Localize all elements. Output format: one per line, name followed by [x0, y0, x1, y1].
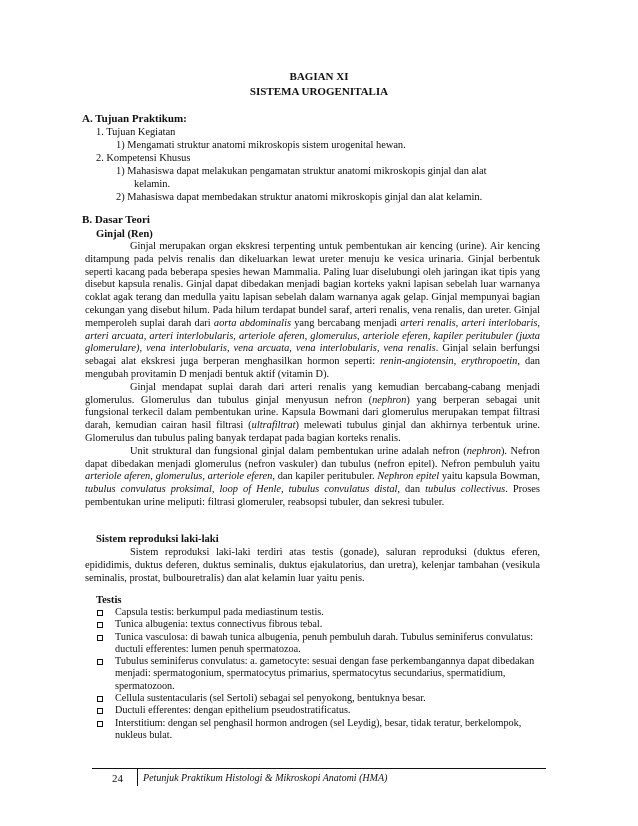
list-item: Cellula sustentacularis (sel Sertoli) sebagai sel penyokong, bentuknya besar.	[95, 693, 540, 705]
checkbox-bullet-icon	[97, 696, 103, 702]
ginjal-paragraphs	[85, 241, 540, 510]
repro-paragraph-wrap	[85, 547, 540, 585]
list-item: Tunica vasculosa: di bawah tunica albugenia, penuh pembuluh darah. Tubulus seminiferus convulatus: ductuli efferentes: lumen penuh spermatozoa.	[95, 632, 540, 657]
footer-text: Petunjuk Praktikum Histologi & Mikroskopi Anatomi (HMA)	[143, 773, 388, 784]
objective-item-2-2: 2) Mahasiswa dapat membedakan struktur anatomi mikroskopis ginjal dan alat kelamin.	[116, 192, 483, 203]
objective-item-2: 2. Kompetensi Khusus	[96, 153, 191, 164]
objective-item-1-1: 1) Mengamati struktur anatomi mikroskopis sistem urogenital hewan.	[116, 140, 406, 151]
checkbox-bullet-icon	[97, 622, 103, 628]
testis-heading: Testis	[96, 595, 122, 606]
ginjal-paragraph-2: Ginjal mendapat suplai darah dari arteri renalis yang kemudian bercabang-cabang menjadi glomerulus. Glomerulus dan tubulus ginjal menyusun nefron (nephron) yang berperan sebagai unit fungsional terkecil dalam pembentukan urine. Kapsula Bowmani dari glomerulus merupakan tempat filtrasi darah, kemudian cairan hasil filtrasi (ultrafiltrat) melewati tubulus ginjal dan akhirnya terbentuk urine. Glomerulus dan tubulus paling banyak terdapat pada bagian korteks renalis.	[85, 381, 540, 444]
objective-item-2-1-cont: kelamin.	[134, 179, 171, 190]
list-item: Ductuli efferentes: dengan epithelium pseudostratificatus.	[95, 705, 540, 717]
checkbox-bullet-icon	[97, 635, 103, 641]
checkbox-bullet-icon	[97, 708, 103, 714]
chapter-title: SISTEMA UROGENITALIA	[249, 86, 389, 98]
ginjal-heading: Ginjal (Ren)	[96, 229, 153, 240]
repro-heading: Sistem reproduksi laki-laki	[96, 534, 219, 545]
list-item: Interstitium: dengan sel penghasil hormon androgen (sel Leydig), besar, tidak teratur, berkelompok, nukleus bulat.	[95, 718, 540, 743]
footer-rule	[92, 768, 546, 769]
repro-paragraph: Sistem reproduksi laki-laki terdiri atas testis (gonade), saluran reproduksi (duktus eferen, epididimis, duktus deferen, duktus seminalis, duktus ejakulatorius, dan uretra), kelenjar tambahan (vesikula seminalis, prostat, bulbouretralis) dan alat kelamin luar yaitu penis.	[85, 547, 540, 584]
testis-list	[95, 607, 540, 742]
ginjal-paragraph-3: Unit struktural dan fungsional ginjal dalam pembentukan urine adalah nefron (nephron). Nefron dapat dibedakan menjadi glomerulus (nefron vaskuler) dan tubulus (nefron epitel). Nefron pembuluh yaitu arteriole aferen, glomerulus, arteriole eferen, dan kapiler peritubuler. Nephron epitel yaitu kapsula Bowman, tubulus convulatus proksimal, loop of Henle, tubulus convulatus distal, dan tubulus collectivus. Proses pembentukan urine meliputi: filtrasi glomeruler, reabsopsi tubuler, dan sekresi tubuler.	[85, 445, 540, 508]
part-title: BAGIAN XI	[289, 71, 349, 83]
list-item: Tubulus seminiferus convulatus: a. gametocyte: sesuai dengan fase perkembangannya dapat dibedakan menjadi: spermatogonium, spermatocytus primarius, spermatocytus secundarius, spermatidium, spermatozoon.	[95, 656, 540, 693]
checkbox-bullet-icon	[97, 610, 103, 616]
ginjal-paragraph-1: Ginjal merupakan organ ekskresi terpenting untuk pembentukan air kencing (urine). Air kencing ditampung pada pelvis renalis dan dikeluarkan lewat ureter menuju ke vesica urinaria. Ginjal berbentuk seperti kacang pada beberapa spesies hewan Mammalia. Paling luar diselubungi oleh jaringan ikat tipis yang disebut kapsula renalis. Ginjal dapat dibedakan menjadi bagian korteks yakni lapisan sebelah luar warnanya coklat agak terang dan medulla yaitu lapisan sebelah dalam warnanya agak gelap. Ginjal mempunyai bagian cekungan yang disebut hilum. Pada hilum terdapat bundel saraf, arteri renalis, vena renalis, dan ureter. Ginjal memperoleh suplai darah dari aorta abdominalis yang bercabang menjadi arteri renalis, arteri interlobaris, arteri arcuata, arteri interlobularis, arteriole aferen, glomerulus, arteriole eferen, kapiler peritubuler (juxta glomerulare), vena interlobularis, vena arcuata, vena interlobularis, vena renalis. Ginjal selain berfungsi sebagai alat ekskresi juga berperan menghasilkan hormon seperti: renin-angiotensin, erythropoetin, dan mengubah provitamin D menjadi bentuk aktif (vitamin D).	[85, 241, 541, 380]
page-number: 24	[112, 773, 123, 785]
section-a-heading: A. Tujuan Praktikum:	[82, 113, 187, 125]
objective-item-2-1: 1) Mahasiswa dapat melakukan pengamatan struktur anatomi mikroskopis ginjal dan alat	[116, 166, 487, 177]
checkbox-bullet-icon	[97, 659, 103, 665]
list-item: Capsula testis: berkumpul pada mediastinum testis.	[95, 607, 540, 619]
footer-separator	[137, 768, 138, 786]
objective-item-1: 1. Tujuan Kegiatan	[96, 127, 176, 138]
list-item: Tunica albugenia: textus connectivus fibrous tebal.	[95, 619, 540, 631]
checkbox-bullet-icon	[97, 721, 103, 727]
section-b-heading: B. Dasar Teori	[82, 214, 150, 226]
